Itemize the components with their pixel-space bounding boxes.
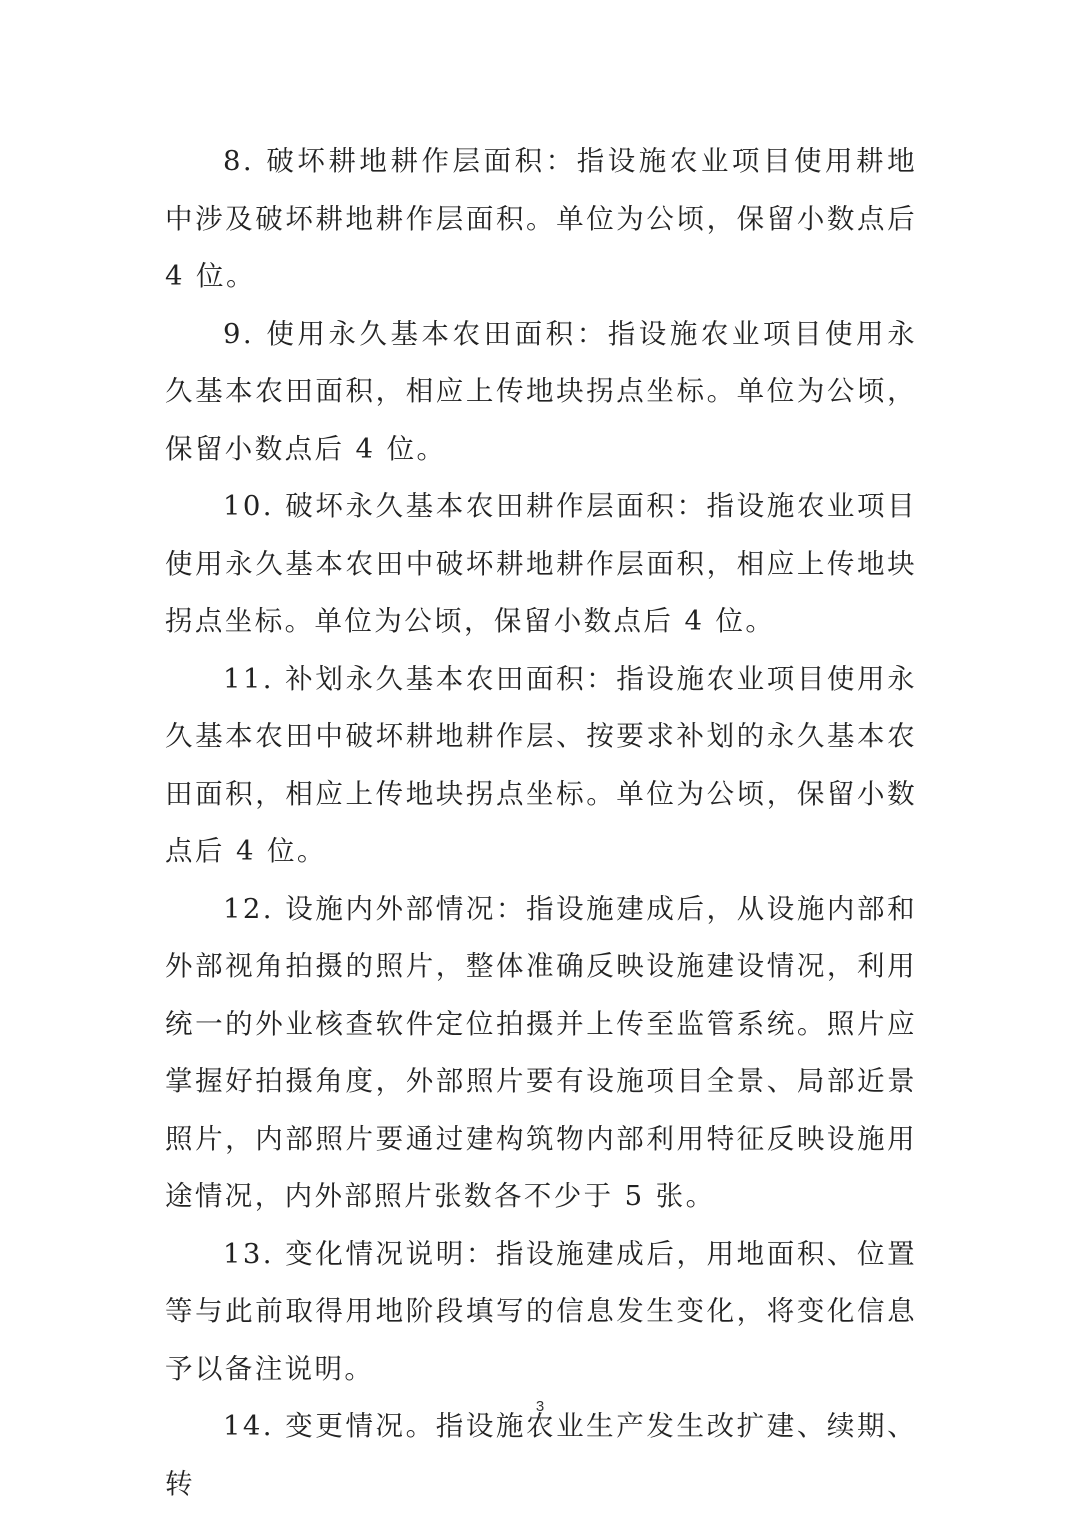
document-body (165, 133, 917, 1513)
paragraph-item-9: 9. 使用永久基本农田面积：指设施农业项目使用永久基本农田面积，相应上传地块拐点坐标。单位为公顷，保留小数点后 4 位。 (165, 317, 917, 465)
paragraph-item-13: 13. 变化情况说明：指设施建成后，用地面积、位置等与此前取得用地阶段填写的信息发生变化，将变化信息予以备注说明。 (165, 1237, 917, 1385)
paragraph-item-14: 14. 变更情况。指设施农业生产发生改扩建、续期、转 (165, 1410, 917, 1500)
paragraph-item-10: 10. 破坏永久基本农田耕作层面积：指设施农业项目使用永久基本农田中破坏耕地耕作层面积，相应上传地块拐点坐标。单位为公顷，保留小数点后 4 位。 (165, 490, 917, 637)
paragraph-item-11: 11. 补划永久基本农田面积：指设施农业项目使用永久基本农田中破坏耕地耕作层、按要求补划的永久基本农田面积，相应上传地块拐点坐标。单位为公顷，保留小数点后 4 位。 (165, 662, 917, 867)
paragraph-item-12: 12. 设施内外部情况：指设施建成后，从设施内部和外部视角拍摄的照片，整体准确反映设施建设情况，利用统一的外业核查软件定位拍摄并上传至监管系统。照片应掌握好拍摄角度，外部照片要有设施项目全景、局部近景照片，内部照片要通过建构筑物内部利用特征反映设施用途情况，内外部照片张数各不少于 5 张。 (165, 892, 917, 1212)
paragraph-item-8: 8. 破坏耕地耕作层面积：指设施农业项目使用耕地中涉及破坏耕地耕作层面积。单位为公顷，保留小数点后 4 位。 (165, 145, 917, 292)
page-number: 3 (535, 1398, 545, 1415)
